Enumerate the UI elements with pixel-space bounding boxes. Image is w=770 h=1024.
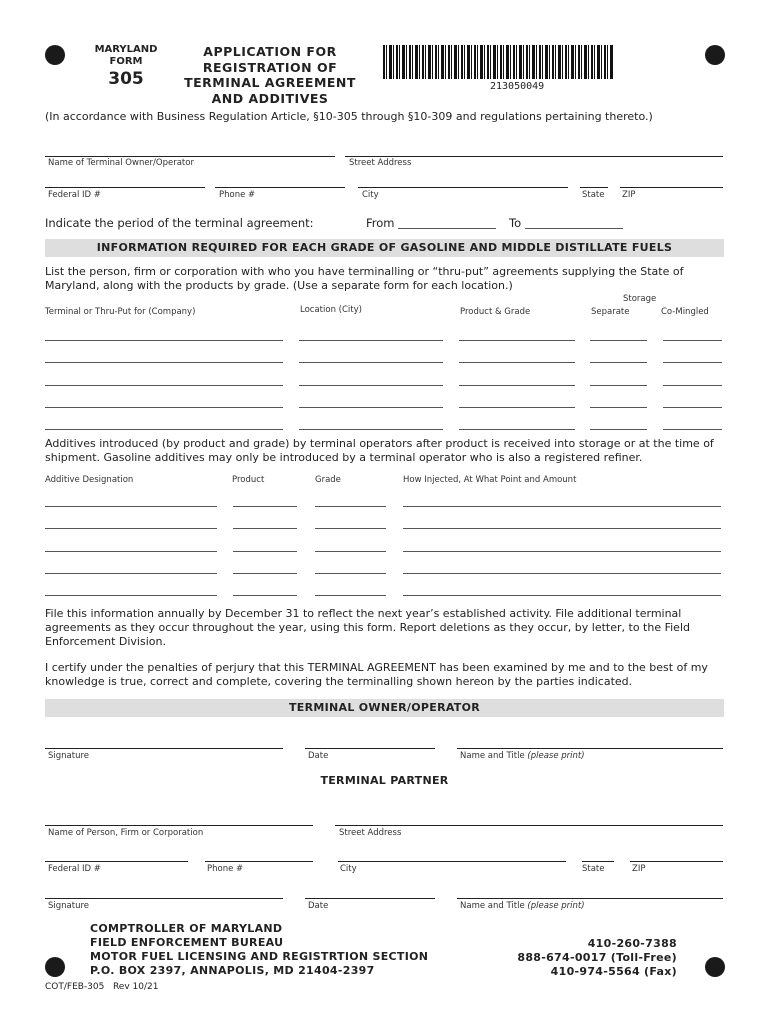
agreement-row-5-cell-2[interactable] [299,429,443,430]
owner-name-label: Name of Terminal Owner/Operator [48,158,194,168]
partner-zip-field[interactable] [630,861,723,862]
agreement-row-1-cell-3[interactable] [459,340,575,341]
col-additive-product: Product [232,475,265,485]
title-line-3: TERMINAL AGREEMENT [184,75,356,90]
registration-dot-top-left [45,45,65,65]
footer-phone-main: 410-260-7388 [587,937,677,950]
owner-federal-id-field[interactable] [45,187,205,188]
additive-row-1-cell-1[interactable] [45,506,217,507]
form-label-state: MARYLAND [94,44,158,55]
footer-phone-tollfree: 888-674-0017 (Toll-Free) [517,951,677,964]
agreement-row-3-cell-3[interactable] [459,385,575,386]
section1-instructions: List the person, firm or corporation with who you have terminalling or “thru-put” agreements supplying the State of Maryland, along with the products by grade. (Use a separate form for each location.) [45,265,684,292]
partner-date-label: Date [308,901,329,911]
partner-state-field[interactable] [582,861,614,862]
additive-row-5-cell-4[interactable] [403,595,721,596]
agreement-row-4-cell-1[interactable] [45,407,283,408]
additive-row-5-cell-3[interactable] [315,595,386,596]
agreement-row-1-cell-2[interactable] [299,340,443,341]
owner-street-field[interactable] [345,156,723,157]
partner-street-field[interactable] [335,825,723,826]
additive-row-2-cell-3[interactable] [315,528,386,529]
partner-name-title-label [460,901,585,911]
owner-city-field[interactable] [358,187,568,188]
col-storage: Storage [623,294,657,304]
footer-address-line-3: MOTOR FUEL LICENSING AND REGISTRTION SECTION [90,950,429,963]
additive-row-3-cell-3[interactable] [315,551,386,552]
form-title [170,44,370,106]
partner-signature-label: Signature [48,901,90,911]
barcode [383,45,613,79]
agreement-row-5-cell-1[interactable] [45,429,283,430]
period-from-label: From [366,216,395,230]
partner-please-print: (please print) [527,901,585,911]
owner-please-print: (please print) [527,751,585,761]
owner-phone-field[interactable] [215,187,345,188]
owner-state-label: State [582,190,605,200]
additive-row-3-cell-2[interactable] [233,551,297,552]
title-line-2: REGISTRATION OF [202,59,338,75]
agreement-row-3-cell-2[interactable] [299,385,443,386]
agreement-row-5-cell-5[interactable] [663,429,722,430]
partner-name-title-text: Name and Title [460,901,525,911]
additive-row-4-cell-2[interactable] [233,573,297,574]
partner-federal-id-field[interactable] [45,861,188,862]
agreement-row-4-cell-5[interactable] [663,407,722,408]
period-label: Indicate the period of the terminal agreement: [45,216,314,230]
agreement-row-1-cell-5[interactable] [663,340,722,341]
footer-address-line-4: P.O. BOX 2397, ANNAPOLIS, MD 21404-2397 [90,964,375,977]
owner-federal-id-label: Federal ID # [48,190,101,200]
agreement-row-2-cell-4[interactable] [590,362,647,363]
additive-row-2-cell-4[interactable] [403,528,721,529]
owner-date-field[interactable] [305,748,435,749]
additive-row-1-cell-4[interactable] [403,506,721,507]
form-number: 305 [108,69,144,89]
additive-row-4-cell-3[interactable] [315,573,386,574]
agreement-row-5-cell-4[interactable] [590,429,647,430]
owner-street-label: Street Address [349,158,412,168]
section-heading-fuels: INFORMATION REQUIRED FOR EACH GRADE OF GASOLINE AND MIDDLE DISTILLATE FUELS [45,239,724,257]
col-location: Location (City) [300,305,362,315]
partner-name-label: Name of Person, Firm or Corporation [48,828,204,838]
agreement-row-2-cell-5[interactable] [663,362,722,363]
partner-federal-id-label: Federal ID # [48,864,101,874]
owner-name-field[interactable] [45,156,335,157]
owner-zip-label: ZIP [622,190,636,200]
partner-name-title-field[interactable] [457,898,723,899]
period-from-field[interactable] [398,228,496,229]
form-subtitle: (In accordance with Business Regulation Article, §10-305 through §10-309 and regulations pertaining thereto.) [45,110,653,123]
owner-name-title-label [460,751,585,761]
owner-signature-label: Signature [48,751,90,761]
title-line-4: AND ADDITIVES [211,90,329,106]
owner-signature-field[interactable] [45,748,283,749]
col-additive-designation: Additive Designation [45,475,134,485]
period-to-field[interactable] [525,228,623,229]
footer-address-line-1: COMPTROLLER OF MARYLAND [90,922,283,935]
registration-dot-bottom-right [705,957,725,977]
title-line-1: APPLICATION FOR [203,44,337,59]
partner-street-label: Street Address [339,828,402,838]
additive-row-1-cell-3[interactable] [315,506,386,507]
owner-name-title-text: Name and Title [460,751,525,761]
agreement-row-2-cell-3[interactable] [459,362,575,363]
owner-date-label: Date [308,751,329,761]
footer-address-line-2: FIELD ENFORCEMENT BUREAU [90,936,284,949]
additive-row-5-cell-1[interactable] [45,595,217,596]
partner-city-field[interactable] [338,861,566,862]
col-company: Terminal or Thru-Put for (Company) [45,307,196,317]
agreement-row-3-cell-1[interactable] [45,385,283,386]
form-label-form: FORM [109,56,143,67]
additive-row-4-cell-4[interactable] [403,573,721,574]
owner-phone-label: Phone # [219,190,256,200]
annual-filing-note: File this information annually by December 31 to reflect the next year’s established activity. File additional terminal agreements as they occur throughout the year, using this form. Report deletions as they occur, by letter, to the Field Enforcement Division. [45,607,690,648]
section-heading-partner: TERMINAL PARTNER [320,774,449,787]
partner-city-label: City [340,864,357,874]
partner-date-field[interactable] [305,898,435,899]
partner-phone-field[interactable] [205,861,313,862]
barcode-number: 213050049 [490,81,545,92]
period-to-label: To [509,216,522,230]
agreement-row-2-cell-1[interactable] [45,362,283,363]
footer-phones [480,937,677,979]
agreement-row-2-cell-2[interactable] [299,362,443,363]
col-separate: Separate [591,307,630,317]
registration-dot-top-right [705,45,725,65]
agreement-row-4-cell-3[interactable] [459,407,575,408]
additive-row-2-cell-2[interactable] [233,528,297,529]
agreement-row-3-cell-5[interactable] [663,385,722,386]
col-product-grade: Product & Grade [460,307,531,317]
owner-city-label: City [362,190,379,200]
partner-zip-label: ZIP [632,864,646,874]
registration-dot-bottom-left [45,957,65,977]
col-additive-grade: Grade [315,475,341,485]
agreement-row-1-cell-1[interactable] [45,340,283,341]
section-heading-owner: TERMINAL OWNER/OPERATOR [45,699,724,717]
partner-name-field[interactable] [45,825,313,826]
additive-row-2-cell-1[interactable] [45,528,217,529]
col-additive-how: How Injected, At What Point and Amount [403,475,577,485]
owner-state-field[interactable] [580,187,608,188]
agreement-row-1-cell-4[interactable] [590,340,647,341]
agreement-row-3-cell-4[interactable] [590,385,647,386]
certification-statement: I certify under the penalties of perjury that this TERMINAL AGREEMENT has been examined by me and to the best of my knowledge is true, correct and complete, covering the terminalling shown hereon by the parties indicated. [45,661,708,688]
form-label [88,44,164,90]
additive-row-5-cell-2[interactable] [233,595,297,596]
footer-phone-fax: 410-974-5564 (Fax) [550,965,677,978]
agreement-row-4-cell-4[interactable] [590,407,647,408]
additive-row-4-cell-1[interactable] [45,573,217,574]
additives-instructions: Additives introduced (by product and grade) by terminal operators after product is received into storage or at the time of shipment. Gasoline additives may only be introduced by a terminal operator who is also a registered refiner. [45,437,714,464]
additive-row-1-cell-2[interactable] [233,506,297,507]
partner-state-label: State [582,864,605,874]
additive-row-3-cell-1[interactable] [45,551,217,552]
additive-row-3-cell-4[interactable] [403,551,721,552]
partner-signature-field[interactable] [45,898,283,899]
agreement-row-5-cell-3[interactable] [459,429,575,430]
owner-name-title-field[interactable] [457,748,723,749]
agreement-row-4-cell-2[interactable] [299,407,443,408]
footer-address [90,922,428,978]
col-comingled: Co-Mingled [661,307,709,317]
owner-zip-field[interactable] [620,187,723,188]
partner-phone-label: Phone # [207,864,244,874]
form-code: COT/FEB-305 Rev 10/21 [45,982,159,992]
